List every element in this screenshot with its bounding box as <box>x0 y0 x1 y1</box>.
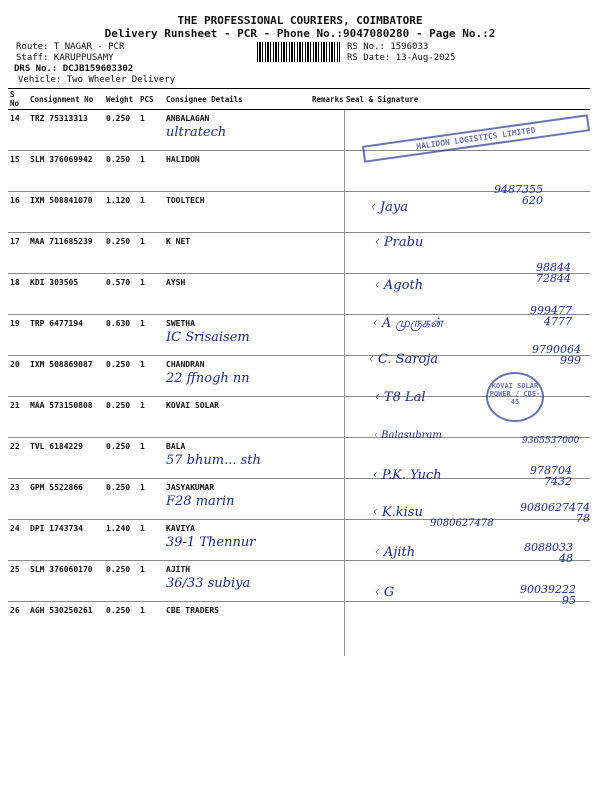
signature-26: ᚲ G <box>372 585 395 600</box>
consignment-cell: SLM 376069942 <box>28 151 104 192</box>
kovai-solar-stamp: KOVAI SOLAR POWER / CBE-45 <box>486 372 544 422</box>
remarks-cell <box>310 520 344 561</box>
sno-cell: 18 <box>8 274 28 315</box>
phone-26-b: 95 <box>562 594 576 607</box>
weight-cell: 0.250 <box>104 356 138 397</box>
col-sno: S No <box>8 89 28 110</box>
consignee-name: TOOLTECH <box>166 196 205 205</box>
consignee-cell <box>164 438 310 479</box>
signature-23: ᚲ P.K. Yuch <box>370 468 442 483</box>
consignee-cell <box>164 561 310 602</box>
table-row <box>8 520 590 561</box>
consignment-cell: TRZ 75313313 <box>28 110 104 151</box>
consignee-name: K NET <box>166 237 191 246</box>
consignee-handwritten: 39-1 Thennur <box>166 535 256 550</box>
sno-cell: 16 <box>8 192 28 233</box>
col-remarks: Remarks <box>310 89 344 110</box>
consignment-cell: KDI 303505 <box>28 274 104 315</box>
staff: Staff: KARUPPUSAMY <box>16 53 114 63</box>
phone-25-b: 48 <box>559 552 573 565</box>
pcs-cell: 1 <box>138 356 164 397</box>
drs-no: DRS No.: DCJB159603302 <box>14 64 134 74</box>
consignment-cell: IXM 508869087 <box>28 356 104 397</box>
sno-cell: 23 <box>8 479 28 520</box>
phone-16-b: 620 <box>522 194 543 207</box>
consignee-cell <box>164 274 310 315</box>
table-row <box>8 479 590 520</box>
table-header <box>8 89 590 110</box>
weight-cell: 0.250 <box>106 606 131 615</box>
weight-cell: 0.250 <box>104 397 138 438</box>
sno-cell: 21 <box>8 397 28 438</box>
consignee-cell <box>164 356 310 397</box>
phone-19-b: 4777 <box>544 315 572 328</box>
sno-cell: 17 <box>8 233 28 274</box>
weight-cell: 0.250 <box>104 561 138 602</box>
seal-cell <box>344 602 590 657</box>
pcs-cell: 1 <box>138 561 164 602</box>
remarks-cell <box>310 315 344 356</box>
consignee-name: HALIDON <box>166 155 200 164</box>
rs-date: RS Date: 13-Aug-2025 <box>347 53 456 63</box>
consignment-cell: IXM 508841070 <box>28 192 104 233</box>
consignee-cell <box>164 233 310 274</box>
sno-cell: 24 <box>8 520 28 561</box>
consignee-handwritten: IC Srisaisem <box>166 330 250 345</box>
sno-cell: 20 <box>8 356 28 397</box>
halidon-stamp: HALIDON LOGISTICS LIMITED <box>362 114 590 163</box>
barcode <box>257 42 340 62</box>
signature-24: ᚲ K.kisu <box>370 505 423 520</box>
consignee-handwritten: 22 ffnogh nn <box>166 371 250 386</box>
consignee-name: KOVAI SOLAR <box>166 401 219 410</box>
sno-cell: 19 <box>8 315 28 356</box>
rs-no: RS No.: 1596033 <box>347 42 429 52</box>
phone-24-a: 9080627474 <box>520 501 590 514</box>
phone-20-a: 9790064 <box>532 343 581 356</box>
consignee-name: SWETHA <box>166 319 195 328</box>
consignment-cell: TVL 6184229 <box>28 438 104 479</box>
signature-18: ᚲ Agoth <box>372 278 424 293</box>
phone-23-a: 978704 <box>530 464 572 477</box>
consignment-cell: MAA 711685239 <box>28 233 104 274</box>
remarks-cell <box>310 233 344 274</box>
pcs-cell: 1 <box>138 151 164 192</box>
consignee-cell <box>164 110 310 151</box>
pcs-cell: 1 <box>138 315 164 356</box>
phone-19 <box>530 305 572 327</box>
consignee-name: CBE TRADERS <box>166 606 219 615</box>
phone-18-a: 98844 <box>536 261 571 274</box>
consignee-cell <box>164 602 310 657</box>
remarks-cell <box>310 602 344 657</box>
remarks-cell <box>310 192 344 233</box>
phone-18-b: 72844 <box>536 272 571 285</box>
consignee-cell <box>164 520 310 561</box>
consignee-cell <box>164 397 310 438</box>
weight-cell: 1.240 <box>104 520 138 561</box>
weight-cell: 1.120 <box>104 192 138 233</box>
consignment-cell: TRP 6477194 <box>28 315 104 356</box>
pcs-cell: 1 <box>140 606 145 615</box>
consignee-handwritten: F28 marin <box>166 494 235 509</box>
consignment-cell: GPM 5522866 <box>28 479 104 520</box>
table-row <box>8 602 590 657</box>
remarks-cell <box>310 274 344 315</box>
phone-22-a: 9365537000 <box>522 436 580 446</box>
consignee-cell <box>164 315 310 356</box>
vehicle: Vehicle: Two Wheeler Delivery <box>18 75 176 85</box>
sno-cell: 15 <box>8 151 28 192</box>
pcs-cell: 1 <box>138 479 164 520</box>
phone-16-a: 9487355 <box>494 183 543 196</box>
consignee-name: KAVIYA <box>166 524 195 533</box>
consignee-name: JASYAKUMAR <box>166 483 215 492</box>
runsheet-subtitle: Delivery Runsheet - PCR - Phone No.:9047080280 - Page No.:2 <box>104 27 496 40</box>
consignee-cell <box>164 479 310 520</box>
consignee-name: BALA <box>166 442 186 451</box>
remarks-cell <box>310 397 344 438</box>
phone-20-b: 999 <box>560 354 581 367</box>
pcs-cell: 1 <box>138 192 164 233</box>
table-row <box>8 561 590 602</box>
sno-cell: 26 <box>10 606 20 615</box>
runsheet-table <box>8 88 590 656</box>
remarks-cell <box>310 110 344 151</box>
consignee-name: AJITH <box>166 565 191 574</box>
consignee-cell <box>164 151 310 192</box>
remarks-cell <box>310 561 344 602</box>
table-row <box>8 233 590 274</box>
remarks-cell <box>310 151 344 192</box>
weight-cell: 0.250 <box>104 233 138 274</box>
weight-cell: 0.630 <box>104 315 138 356</box>
pcs-cell: 1 <box>138 233 164 274</box>
runsheet-title: THE PROFESSIONAL COURIERS, COIMBATORE <box>177 14 423 27</box>
consignee-name: CHANDRAN <box>166 360 205 369</box>
signature-21: ᚲ T8 Lal <box>372 390 426 405</box>
sno-cell: 22 <box>8 438 28 479</box>
col-consignment: Consignment No <box>28 89 104 110</box>
consignee-name: ANBALAGAN <box>166 114 210 123</box>
weight-cell: 0.570 <box>104 274 138 315</box>
consignment-cell: SLM 376060170 <box>28 561 104 602</box>
consignee-cell <box>164 192 310 233</box>
phone-inline-24: 9080627478 <box>430 518 494 529</box>
phone-25 <box>524 542 573 564</box>
phone-25-a: 8088033 <box>524 541 573 554</box>
signature-25: ᚲ Ajith <box>372 545 416 560</box>
signature-20: ᚲ C. Saroja <box>366 352 439 367</box>
phone-19-a: 999477 <box>530 304 572 317</box>
col-consignee: Consignee Details <box>164 89 310 110</box>
signature-16: ᚲ Jaya <box>368 200 408 215</box>
table-row <box>8 438 590 479</box>
col-seal: Seal & Signature <box>344 89 590 110</box>
pcs-cell: 1 <box>138 520 164 561</box>
weight-cell: 0.250 <box>104 151 138 192</box>
consignment-cell: DPI 1743734 <box>28 520 104 561</box>
col-pcs: PCS <box>138 89 164 110</box>
table-row <box>8 315 590 356</box>
phone-26-a: 90039222 <box>520 583 576 596</box>
signature-19: ᚲ A முருகன் <box>370 316 443 331</box>
phone-22 <box>522 436 579 447</box>
pcs-cell: 1 <box>138 438 164 479</box>
consignee-handwritten: 57 bhum... sth <box>166 453 261 468</box>
route: Route: T NAGAR - PCR <box>16 42 125 52</box>
weight-cell: 0.250 <box>104 479 138 520</box>
phone-20 <box>532 344 581 366</box>
remarks-cell <box>310 479 344 520</box>
remarks-cell <box>310 356 344 397</box>
pcs-cell: 1 <box>138 397 164 438</box>
signature-22: ᚲ Balasubram <box>372 430 442 441</box>
pcs-cell: 1 <box>138 274 164 315</box>
consignment-cell: MAA 573150808 <box>28 397 104 438</box>
phone-16 <box>494 184 543 206</box>
consignee-name: AYSH <box>166 278 186 287</box>
remarks-cell <box>310 438 344 479</box>
sno-cell: 25 <box>8 561 28 602</box>
phone-24-b: 78 <box>576 512 590 525</box>
phone-24 <box>520 502 590 524</box>
phone-18 <box>536 262 571 284</box>
consignment-cell: AGH 530250261 <box>30 606 93 615</box>
weight-cell: 0.250 <box>104 110 138 151</box>
weight-cell: 0.250 <box>104 438 138 479</box>
signature-17: ᚲ Prabu <box>372 235 424 250</box>
col-weight: Weight <box>104 89 138 110</box>
phone-23-b: 7432 <box>544 475 572 488</box>
pcs-cell: 1 <box>138 110 164 151</box>
consignee-handwritten: 36/33 subiya <box>166 576 251 591</box>
phone-23 <box>530 465 572 487</box>
table-row <box>8 274 590 315</box>
consignee-handwritten: ultratech <box>166 125 227 140</box>
sno-cell: 14 <box>8 110 28 151</box>
phone-26 <box>520 584 576 606</box>
